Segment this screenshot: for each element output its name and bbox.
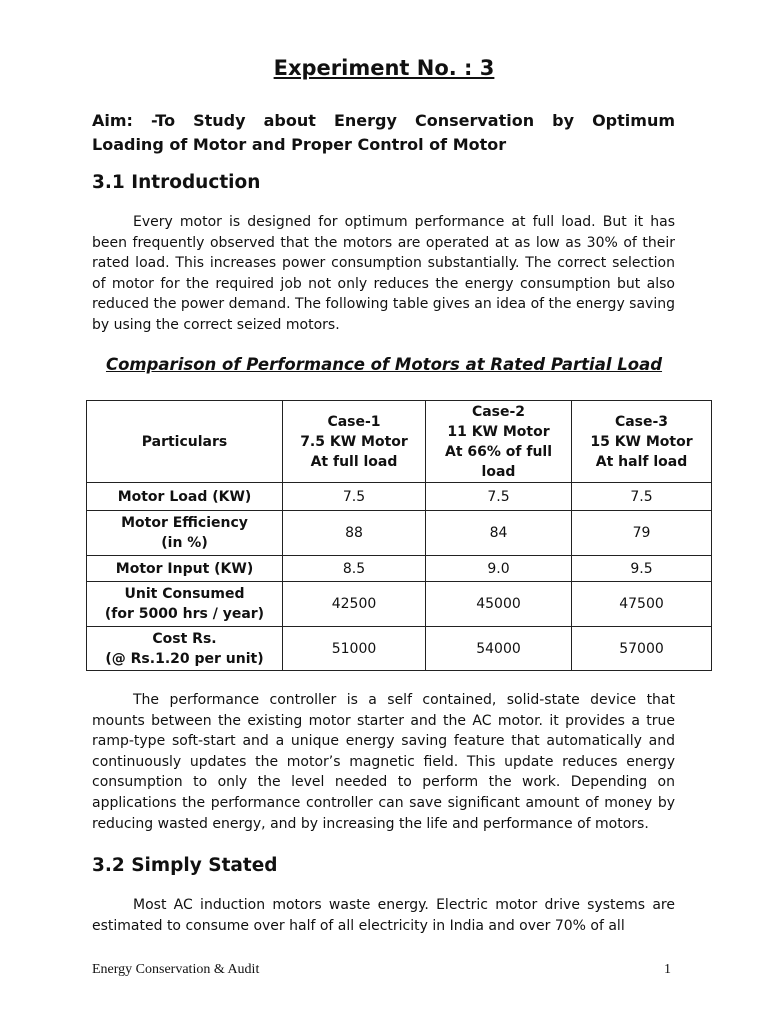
introduction-text: Every motor is designed for optimum performance at full load. But it has been frequently observed that the motors are operated at as low as 30% of their rated load. This increases power consumption substantially. The correct selection of motor for the required job not only reduces the energy consumption but also reduced the power demand. The following table gives an idea of the energy saving by using the correct seized motors.: [92, 214, 675, 333]
table-cell: 47500: [572, 582, 712, 627]
table-cell: 51000: [283, 627, 426, 671]
table-cell: 9.0: [426, 556, 572, 582]
table-cell: 42500: [283, 582, 426, 627]
table-row: [87, 627, 712, 671]
header-case-1: Case-1 7.5 KW Motor At full load: [283, 401, 426, 483]
comparison-table: [86, 400, 712, 671]
section-heading-simply-stated: 3.2 Simply Stated: [92, 855, 278, 876]
table-cell: 9.5: [572, 556, 712, 582]
aim-line-2: Loading of Motor and Proper Control of Motor: [92, 135, 507, 154]
table-row: [87, 483, 712, 511]
table-cell: 7.5: [572, 483, 712, 511]
table-cell: 7.5: [426, 483, 572, 511]
table-cell: 57000: [572, 627, 712, 671]
table-cell: 79: [572, 511, 712, 556]
controller-paragraph: [92, 690, 675, 834]
row-label: Cost Rs. (@ Rs.1.20 per unit): [87, 627, 283, 671]
table-title: Comparison of Performance of Motors at Rated Partial Load: [105, 355, 663, 374]
table-cell: 88: [283, 511, 426, 556]
row-label: Motor Load (KW): [87, 483, 283, 511]
simply-stated-text: Most AC induction motors waste energy. Electric motor drive systems are estimated to consume over half of all electricity in India and over 70% of all: [92, 897, 675, 934]
table-cell: 45000: [426, 582, 572, 627]
table-cell: 8.5: [283, 556, 426, 582]
table-row: [87, 582, 712, 627]
row-label: Motor Input (KW): [87, 556, 283, 582]
header-case-2: Case-2 11 KW Motor At 66% of full load: [426, 401, 572, 483]
header-case-3: Case-3 15 KW Motor At half load: [572, 401, 712, 483]
footer-page-number: 1: [664, 962, 671, 977]
aim-statement: [92, 109, 675, 157]
table-cell: 54000: [426, 627, 572, 671]
table-header-row: [87, 401, 712, 483]
table-row: [87, 511, 712, 556]
simply-stated-paragraph: [92, 895, 675, 936]
aim-line-1: Aim: -To Study about Energy Conservation by Optimum: [92, 111, 675, 130]
section-heading-introduction: 3.1 Introduction: [92, 172, 261, 193]
table-row: [87, 556, 712, 582]
controller-text: The performance controller is a self contained, solid-state device that mounts between the existing motor starter and the AC motor. it provides a true ramp-type soft-start and a unique energy saving feature that automatically and continuously updates the motor’s magnetic field. This update reduces energy consumption to only the level needed to perform the work. Depending on applications the performance controller can save significant amount of money by reducing wasted energy, and by increasing the life and performance of motors.: [92, 692, 675, 832]
page-title: Experiment No. : 3: [273, 56, 495, 80]
row-label: Unit Consumed (for 5000 hrs / year): [87, 582, 283, 627]
table-cell: 7.5: [283, 483, 426, 511]
row-label: Motor Efficiency (in %): [87, 511, 283, 556]
introduction-paragraph: [92, 212, 675, 336]
table-cell: 84: [426, 511, 572, 556]
footer-course-title: Energy Conservation & Audit: [92, 962, 260, 977]
header-particulars: Particulars: [87, 401, 283, 483]
